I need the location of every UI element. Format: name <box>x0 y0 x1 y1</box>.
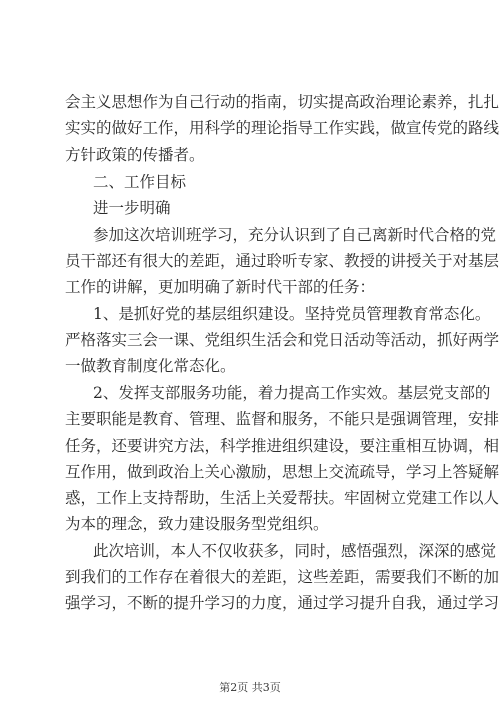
text-line: 一做教育制度化常态化。 <box>65 357 236 375</box>
text-line: 工作的讲解，更加明确了新时代干部的任务： <box>65 278 376 296</box>
text-line: 强学习，不断的提升学习的力度，通过学习提升自我，通过学习 <box>65 594 500 612</box>
page-footer: 第2页 共3页 <box>219 681 281 694</box>
sub-heading: 进一步明确 <box>93 199 171 217</box>
text-line: 主要职能是教育、管理、监督和服务，不能只是强调管理，安排 <box>65 410 500 428</box>
text-line: 此次培训，本人不仅收获多，同时，感悟强烈，深深的感觉 <box>93 542 497 560</box>
text-line: 到我们的工作存在着很大的差距，这些差距，需要我们不断的加 <box>65 568 500 586</box>
text-line: 实实的做好工作，用科学的理论指导工作实践，做宣传党的路线 <box>65 119 500 137</box>
text-line: 任务，还要讲究方法，科学推进组织建设，要注重相互协调，相 <box>65 437 500 455</box>
text-line: 方针政策的传播者。 <box>65 146 205 164</box>
text-line: 1、是抓好党的基层组织建设。坚持党员管理教育常态化。 <box>93 305 491 323</box>
text-line: 惑，工作上支持帮助，生活上关爱帮扶。牢固树立党建工作以人 <box>65 489 500 507</box>
section-heading: 二、工作目标 <box>93 173 187 191</box>
text-line: 员干部还有很大的差距，通过聆听专家、教授的讲授关于对基层 <box>65 252 500 270</box>
text-line: 会主义思想作为自己行动的指南，切实提高政治理论素养，扎扎 <box>65 93 500 111</box>
text-line: 严格落实三会一课、党组织生活会和党日活动等活动，抓好两学 <box>65 331 500 349</box>
text-line: 参加这次培训班学习，充分认识到了自己离新时代合格的党 <box>93 226 497 244</box>
text-line: 互作用，做到政治上关心激励，思想上交流疏导，学习上答疑解 <box>65 463 500 481</box>
text-line: 为本的理念，致力建设服务型党组织。 <box>65 515 329 533</box>
text-line: 2、发挥支部服务功能，着力提高工作实效。基层党支部的 <box>93 384 491 402</box>
